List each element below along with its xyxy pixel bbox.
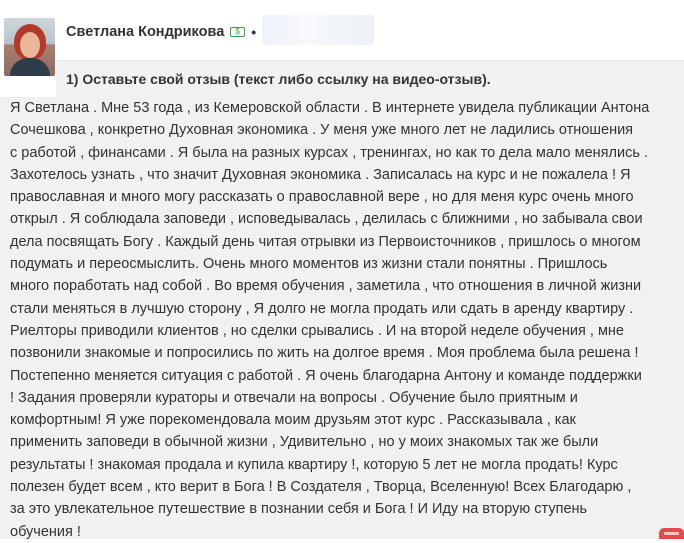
review-line: обучения ! [10,523,81,540]
meta-separator: • [251,24,257,40]
review-line: Сочешкова , конкретно Духовная экономика . У меня уже много лет не ладились отношения [10,122,634,139]
review-line: комфортным! Я уже порекомендовала моим друзьям этот курс . Рассказывала , как [10,412,576,429]
review-panel [0,97,684,539]
blurred-metadata [262,15,374,45]
question-panel [56,60,684,100]
review-line: позвонили знакомые и попросились по жить на долгое время . Моя проблема была решена ! [10,345,639,362]
avatar-face [20,32,40,58]
review-line: Захотелось узнать , что значит Духовная экономика . Записалась на курс и не пожалела ! Я [10,166,631,183]
review-header [66,22,374,42]
avatar-body [10,58,50,76]
review-line: полезен будет всем , кто верит в Бога ! В Создателя , Творца, Вселенную! Всех Благодарю , [10,479,632,496]
review-line: дела посвящать Богу . Каждый день читая отрывки из Первоисточников , пришлось о многом [10,233,641,250]
review-line: результаты ! знакомая продала и купила квартиру !, которую 5 лет не могла продать! Курс [10,456,618,473]
money-icon: $ [230,27,245,37]
review-line: подумать и переосмыслить. Очень много моментов из жизни стали понятны . Пришлось [10,256,608,273]
review-line: с работой , финансами . Я была на разных курсах , тренингах, но как то дела мало менялись . [10,144,648,161]
review-line: открыл . Я соблюдала заповеди , исповедывалась , делилась с ближними , но забывала свои [10,211,643,228]
review-line: много поработать над собой . Во время обучения , заметила , что отношения в личной жизни [10,278,642,295]
review-line: Риелторы приводили клиентов , но сделки срывались . И на второй неделе обучения , мне [10,322,624,339]
author-name[interactable]: Светлана Кондрикова [66,24,225,40]
review-line: Я Светлана . Мне 53 года , из Кемеровской области . В интернете увидела публикации Антона [10,100,650,116]
review-line: за это увлекательное путешествие в познании себя и Бога ! И Иду на вторую ступень [10,501,588,518]
review-line: православная и много могу рассказать о православной вере , но для меня курс очень много [10,189,634,206]
review-line: Постепенно меняется ситуация с работой . Я очень благодарна Антону и команде поддержки [10,367,642,384]
review-line: применить заповеди в обычной жизни , Удивительно , но у моих знакомых так же были [10,434,599,451]
question-title: 1) Оставьте свой отзыв (текст либо ссылку на видео-отзыв). [66,71,491,87]
review-line: стали меняться в лучшую сторону , Я долго не могла продать или сдать в аренду квартиру . [10,300,634,317]
avatar[interactable] [4,18,55,76]
review-text [10,97,672,543]
review-line: ! Задания проверяли кураторы и отвечали на вопросы . Обучение было приятным и [10,389,578,406]
corner-badge-icon[interactable] [659,528,684,539]
